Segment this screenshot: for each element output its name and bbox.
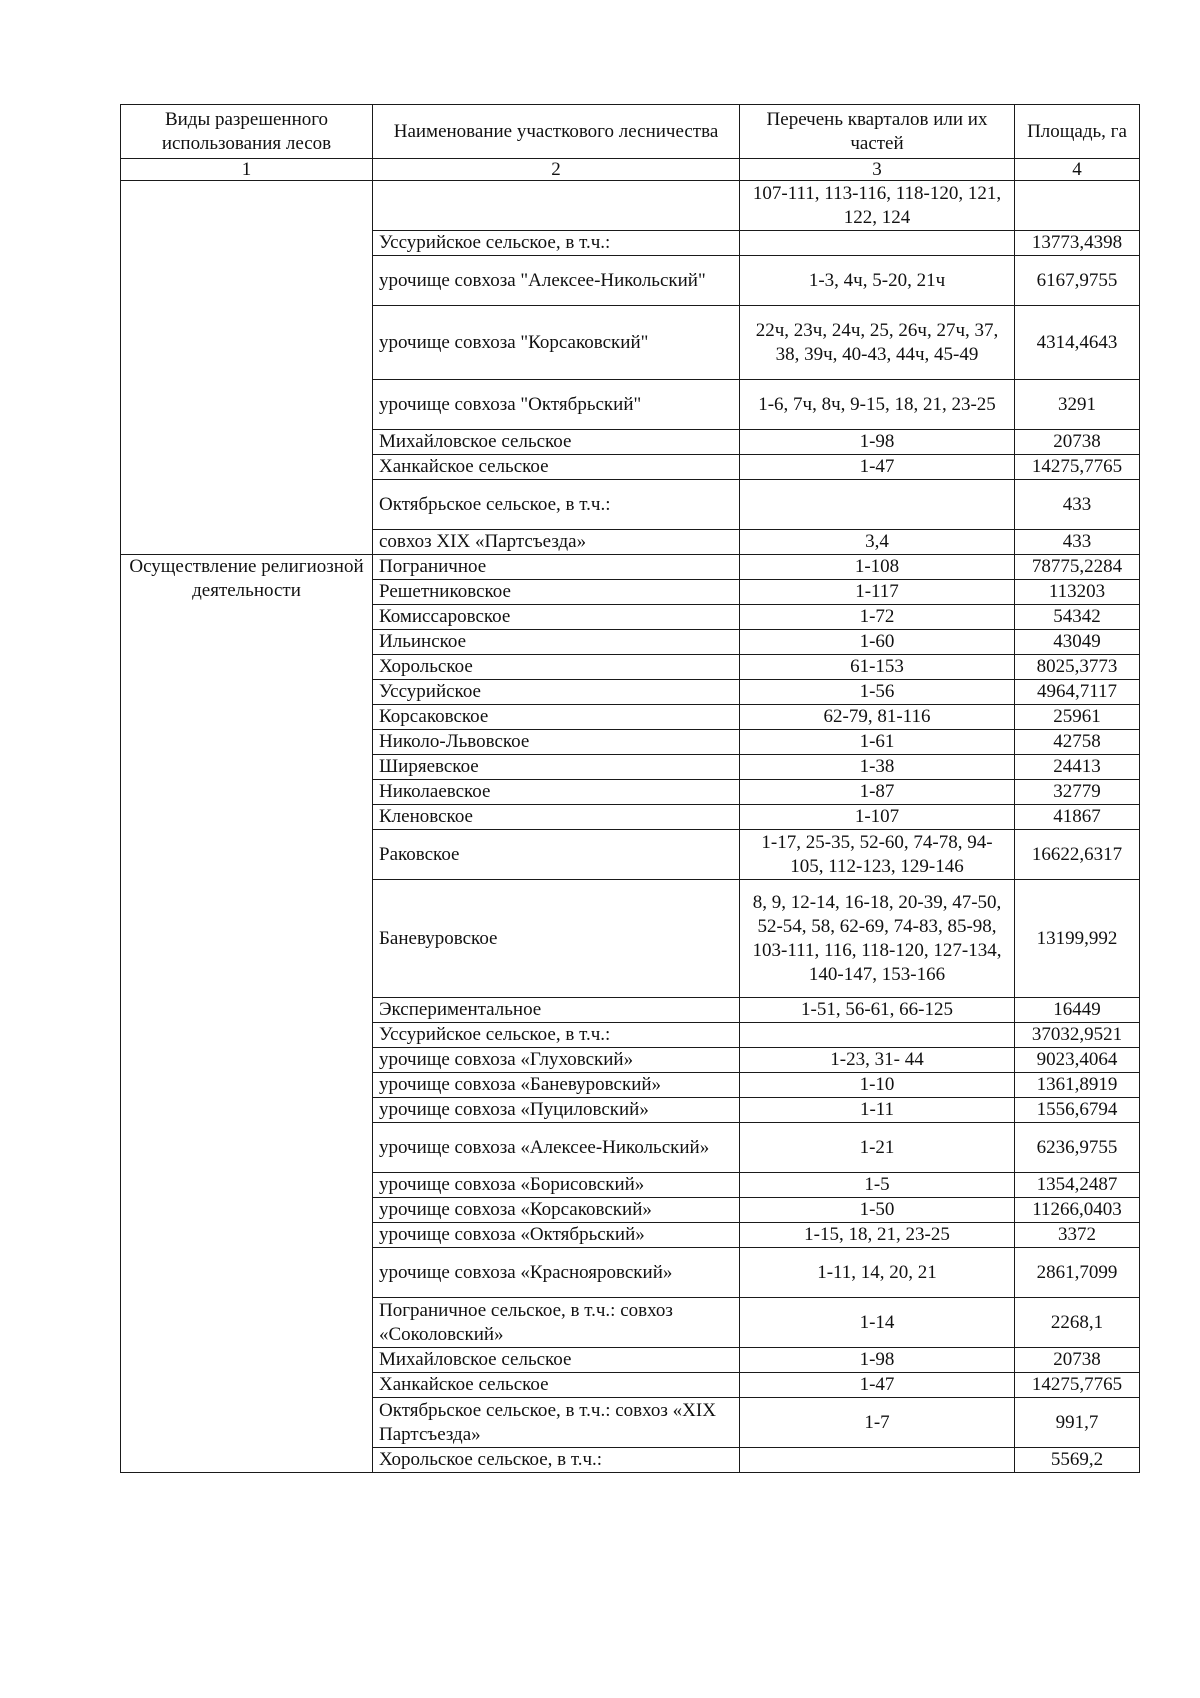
area-cell: 1354,2487 (1015, 1173, 1140, 1198)
forestry-name-cell: Ханкайское сельское (373, 455, 740, 480)
quarters-cell: 8, 9, 12-14, 16-18, 20-39, 47-50, 52-54, 58, 62-69, 74-83, 85-98, 103-111, 116, 118-120, 127-134, 140-147, 153-166 (740, 880, 1015, 998)
area-cell: 14275,7765 (1015, 1373, 1140, 1398)
quarters-cell: 1-47 (740, 455, 1015, 480)
quarters-cell: 1-98 (740, 430, 1015, 455)
forestry-name-cell: урочище совхоза «Пуциловский» (373, 1098, 740, 1123)
forestry-name-cell: Комиссаровское (373, 605, 740, 630)
column-number-2: 2 (373, 159, 740, 181)
area-cell: 1556,6794 (1015, 1098, 1140, 1123)
forestry-name-cell: Экспериментальное (373, 998, 740, 1023)
quarters-cell: 61-153 (740, 655, 1015, 680)
forestry-name-cell (373, 181, 740, 231)
quarters-cell: 1-14 (740, 1298, 1015, 1348)
forestry-name-cell: Решетниковское (373, 580, 740, 605)
area-cell: 1361,8919 (1015, 1073, 1140, 1098)
quarters-cell: 1-11, 14, 20, 21 (740, 1248, 1015, 1298)
area-cell: 54342 (1015, 605, 1140, 630)
area-cell: 2861,7099 (1015, 1248, 1140, 1298)
column-number-1: 1 (121, 159, 373, 181)
area-cell: 20738 (1015, 430, 1140, 455)
quarters-cell (740, 480, 1015, 530)
forestry-name-cell: Октябрьское сельское, в т.ч.: (373, 480, 740, 530)
quarters-cell: 3,4 (740, 530, 1015, 555)
forestry-name-cell: Пограничное (373, 555, 740, 580)
forestry-name-cell: Николо-Львовское (373, 730, 740, 755)
quarters-cell: 1-3, 4ч, 5-20, 21ч (740, 256, 1015, 306)
quarters-cell: 1-87 (740, 780, 1015, 805)
area-cell: 16449 (1015, 998, 1140, 1023)
area-cell: 3372 (1015, 1223, 1140, 1248)
header-quarters: Перечень кварталов или их частей (740, 105, 1015, 159)
forestry-name-cell: урочище совхоза «Корсаковский» (373, 1198, 740, 1223)
forestry-name-cell: Хорольское (373, 655, 740, 680)
quarters-cell: 1-6, 7ч, 8ч, 9-15, 18, 21, 23-25 (740, 380, 1015, 430)
forestry-name-cell: урочище совхоза «Алексее-Никольский» (373, 1123, 740, 1173)
header-row (121, 105, 1140, 159)
quarters-cell (740, 1023, 1015, 1048)
area-cell: 991,7 (1015, 1398, 1140, 1448)
forestry-name-cell: Уссурийское сельское, в т.ч.: (373, 231, 740, 256)
quarters-cell (740, 231, 1015, 256)
area-cell: 2268,1 (1015, 1298, 1140, 1348)
quarters-cell: 1-38 (740, 755, 1015, 780)
area-cell: 4314,4643 (1015, 306, 1140, 380)
forestry-name-cell: Михайловское сельское (373, 430, 740, 455)
quarters-cell: 1-17, 25-35, 52-60, 74-78, 94-105, 112-123, 129-146 (740, 830, 1015, 880)
area-cell: 16622,6317 (1015, 830, 1140, 880)
forestry-name-cell: Николаевское (373, 780, 740, 805)
forestry-name-cell: Хорольское сельское, в т.ч.: (373, 1448, 740, 1473)
forestry-name-cell: урочище совхоза «Борисовский» (373, 1173, 740, 1198)
area-cell: 14275,7765 (1015, 455, 1140, 480)
quarters-cell: 1-10 (740, 1073, 1015, 1098)
area-cell: 32779 (1015, 780, 1140, 805)
area-cell: 41867 (1015, 805, 1140, 830)
forestry-name-cell: урочище совхоза «Баневуровский» (373, 1073, 740, 1098)
forestry-name-cell: урочище совхоза «Глуховский» (373, 1048, 740, 1073)
forestry-name-cell: урочище совхоза "Алексее-Никольский" (373, 256, 740, 306)
forestry-name-cell: Уссурийское (373, 680, 740, 705)
area-cell: 433 (1015, 530, 1140, 555)
area-cell: 24413 (1015, 755, 1140, 780)
area-cell: 6236,9755 (1015, 1123, 1140, 1173)
forestry-name-cell: Ширяевское (373, 755, 740, 780)
quarters-cell: 107-111, 113-116, 118-120, 121, 122, 124 (740, 181, 1015, 231)
forestry-name-cell: Корсаковское (373, 705, 740, 730)
column-number-4: 4 (1015, 159, 1140, 181)
quarters-cell: 1-21 (740, 1123, 1015, 1173)
area-cell: 20738 (1015, 1348, 1140, 1373)
quarters-cell: 1-15, 18, 21, 23-25 (740, 1223, 1015, 1248)
area-cell: 13773,4398 (1015, 231, 1140, 256)
area-cell: 37032,9521 (1015, 1023, 1140, 1048)
quarters-cell: 1-117 (740, 580, 1015, 605)
quarters-cell: 62-79, 81-116 (740, 705, 1015, 730)
quarters-cell: 1-72 (740, 605, 1015, 630)
forestry-name-cell: Кленовское (373, 805, 740, 830)
quarters-cell: 1-7 (740, 1398, 1015, 1448)
forestry-name-cell: Уссурийское сельское, в т.ч.: (373, 1023, 740, 1048)
area-cell: 8025,3773 (1015, 655, 1140, 680)
quarters-cell: 1-11 (740, 1098, 1015, 1123)
table-row (121, 181, 1140, 231)
quarters-cell: 1-107 (740, 805, 1015, 830)
forestry-name-cell: Михайловское сельское (373, 1348, 740, 1373)
area-cell: 6167,9755 (1015, 256, 1140, 306)
area-cell: 4964,7117 (1015, 680, 1140, 705)
forestry-name-cell: урочище совхоза "Октябрьский" (373, 380, 740, 430)
forestry-name-cell: Раковское (373, 830, 740, 880)
header-area: Площадь, га (1015, 105, 1140, 159)
area-cell: 433 (1015, 480, 1140, 530)
forestry-name-cell: урочище совхоза «Октябрьский» (373, 1223, 740, 1248)
quarters-cell: 1-23, 31- 44 (740, 1048, 1015, 1073)
area-cell: 25961 (1015, 705, 1140, 730)
area-cell: 5569,2 (1015, 1448, 1140, 1473)
area-cell: 13199,992 (1015, 880, 1140, 998)
header-activity: Виды разрешенного использования лесов (121, 105, 373, 159)
quarters-cell: 1-51, 56-61, 66-125 (740, 998, 1015, 1023)
quarters-cell: 1-47 (740, 1373, 1015, 1398)
quarters-cell: 1-56 (740, 680, 1015, 705)
forestry-name-cell: Баневуровское (373, 880, 740, 998)
area-cell: 113203 (1015, 580, 1140, 605)
quarters-cell (740, 1448, 1015, 1473)
forest-use-table (120, 104, 1140, 1473)
quarters-cell: 1-60 (740, 630, 1015, 655)
area-cell (1015, 181, 1140, 231)
quarters-cell: 22ч, 23ч, 24ч, 25, 26ч, 27ч, 37, 38, 39ч, 40-43, 44ч, 45-49 (740, 306, 1015, 380)
table-row (121, 555, 1140, 580)
forestry-name-cell: совхоз XIX «Партсъезда» (373, 530, 740, 555)
quarters-cell: 1-98 (740, 1348, 1015, 1373)
forestry-name-cell: урочище совхоза «Краснояровский» (373, 1248, 740, 1298)
area-cell: 42758 (1015, 730, 1140, 755)
area-cell: 11266,0403 (1015, 1198, 1140, 1223)
area-cell: 9023,4064 (1015, 1048, 1140, 1073)
quarters-cell: 1-108 (740, 555, 1015, 580)
quarters-cell: 1-50 (740, 1198, 1015, 1223)
column-number-3: 3 (740, 159, 1015, 181)
quarters-cell: 1-5 (740, 1173, 1015, 1198)
area-cell: 43049 (1015, 630, 1140, 655)
activity-cell (121, 181, 373, 555)
forestry-name-cell: Пограничное сельское, в т.ч.: совхоз «Соколовский» (373, 1298, 740, 1348)
area-cell: 78775,2284 (1015, 555, 1140, 580)
forestry-name-cell: урочище совхоза "Корсаковский" (373, 306, 740, 380)
forestry-name-cell: Октябрьское сельское, в т.ч.: совхоз «XIX Партсъезда» (373, 1398, 740, 1448)
forestry-name-cell: Ханкайское сельское (373, 1373, 740, 1398)
area-cell: 3291 (1015, 380, 1140, 430)
quarters-cell: 1-61 (740, 730, 1015, 755)
activity-cell: Осуществление религиозной деятельности (121, 555, 373, 1473)
column-number-row (121, 159, 1140, 181)
header-forestry: Наименование участкового лесничества (373, 105, 740, 159)
forestry-name-cell: Ильинское (373, 630, 740, 655)
